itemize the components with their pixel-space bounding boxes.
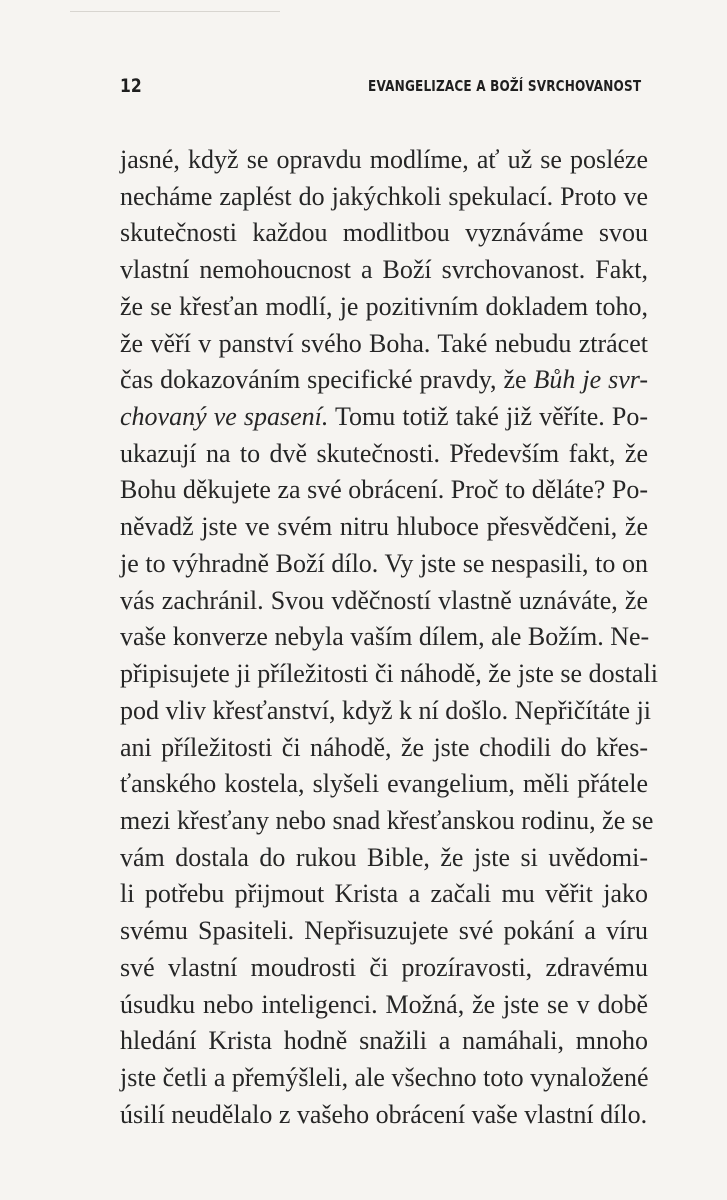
text-line: vás zachránil. Svou vděčností vlastně uznáváte, že	[120, 585, 648, 615]
page-number: 12	[120, 75, 142, 97]
text-line: ťanského kostela, slyšeli evangelium, měli přátele	[120, 769, 648, 799]
body-text	[120, 142, 658, 1133]
text-line: ukazují na to dvě skutečnosti. Především fakt, že	[120, 438, 648, 468]
text-line: mezi křesťany nebo snad křesťanskou rodinu, že se	[120, 805, 654, 835]
text-line: pod vliv křesťanství, když k ní došlo. Nepřičítáte ji	[120, 695, 652, 725]
text-line: něvadž jste ve svém nitru hluboce přesvědčeni, že	[120, 512, 648, 542]
emphasis-text: Bůh je svr-	[533, 365, 649, 395]
text-line: že věří v panství svého Boha. Také nebudu ztrácet	[120, 328, 648, 358]
text-line: necháme zaplést do jakýchkoli spekulací. Proto ve	[120, 181, 648, 211]
text-line: svému Spasiteli. Nepřisuzujete své pokání a víru	[120, 916, 648, 946]
running-title: EVANGELIZACE A BOŽÍ SVRCHOVANOST	[367, 77, 641, 95]
text-line: že se křesťan modlí, je pozitivním dokladem toho,	[120, 291, 648, 321]
text-line: je to výhradně Boží dílo. Vy jste se nespasili, to on	[120, 548, 648, 578]
text-line	[120, 399, 648, 436]
text-line: jasné, když se opravdu modlíme, ať už se posléze	[120, 145, 648, 174]
text-line: vaše konverze nebyla vaším dílem, ale Božím. Ne-	[120, 622, 650, 652]
text-fragment: Tomu totiž také již věříte. Po-	[328, 402, 648, 432]
text-line: jste četli a přemýšleli, ale všechno toto vynaložené	[120, 1062, 649, 1092]
text-line: vám dostala do rukou Bible, že jste si uvědomi-	[120, 842, 648, 872]
running-header	[120, 73, 641, 99]
text-line: skutečnosti každou modlitbou vyznáváme svou	[120, 218, 648, 248]
text-line: li potřebu přijmout Krista a začali mu věřit jako	[120, 879, 648, 909]
text-fragment: čas dokazováním specifické pravdy, že	[120, 365, 534, 395]
text-line: úsudku nebo inteligenci. Možná, že jste se v době	[120, 989, 648, 1019]
emphasis-text: chovaný ve spasení.	[120, 402, 329, 432]
text-line: vlastní nemohoucnost a Boží svrchovanost. Fakt,	[120, 255, 648, 285]
text-line	[120, 362, 648, 399]
text-line: Bohu děkujete za své obrácení. Proč to děláte? Po-	[120, 475, 648, 505]
text-line: ani příležitosti či náhodě, že jste chodili do křes-	[120, 732, 648, 762]
text-line: hledání Krista hodně snažili a namáhali, mnoho	[120, 1026, 648, 1056]
text-line: připisujete ji příležitosti či náhodě, že jste se dostali	[120, 659, 658, 689]
text-line: úsilí neudělalo z vašeho obrácení vaše vlastní dílo.	[120, 1099, 648, 1129]
top-divider	[70, 11, 280, 12]
text-line: své vlastní moudrosti či prozíravosti, zdravému	[120, 952, 648, 982]
